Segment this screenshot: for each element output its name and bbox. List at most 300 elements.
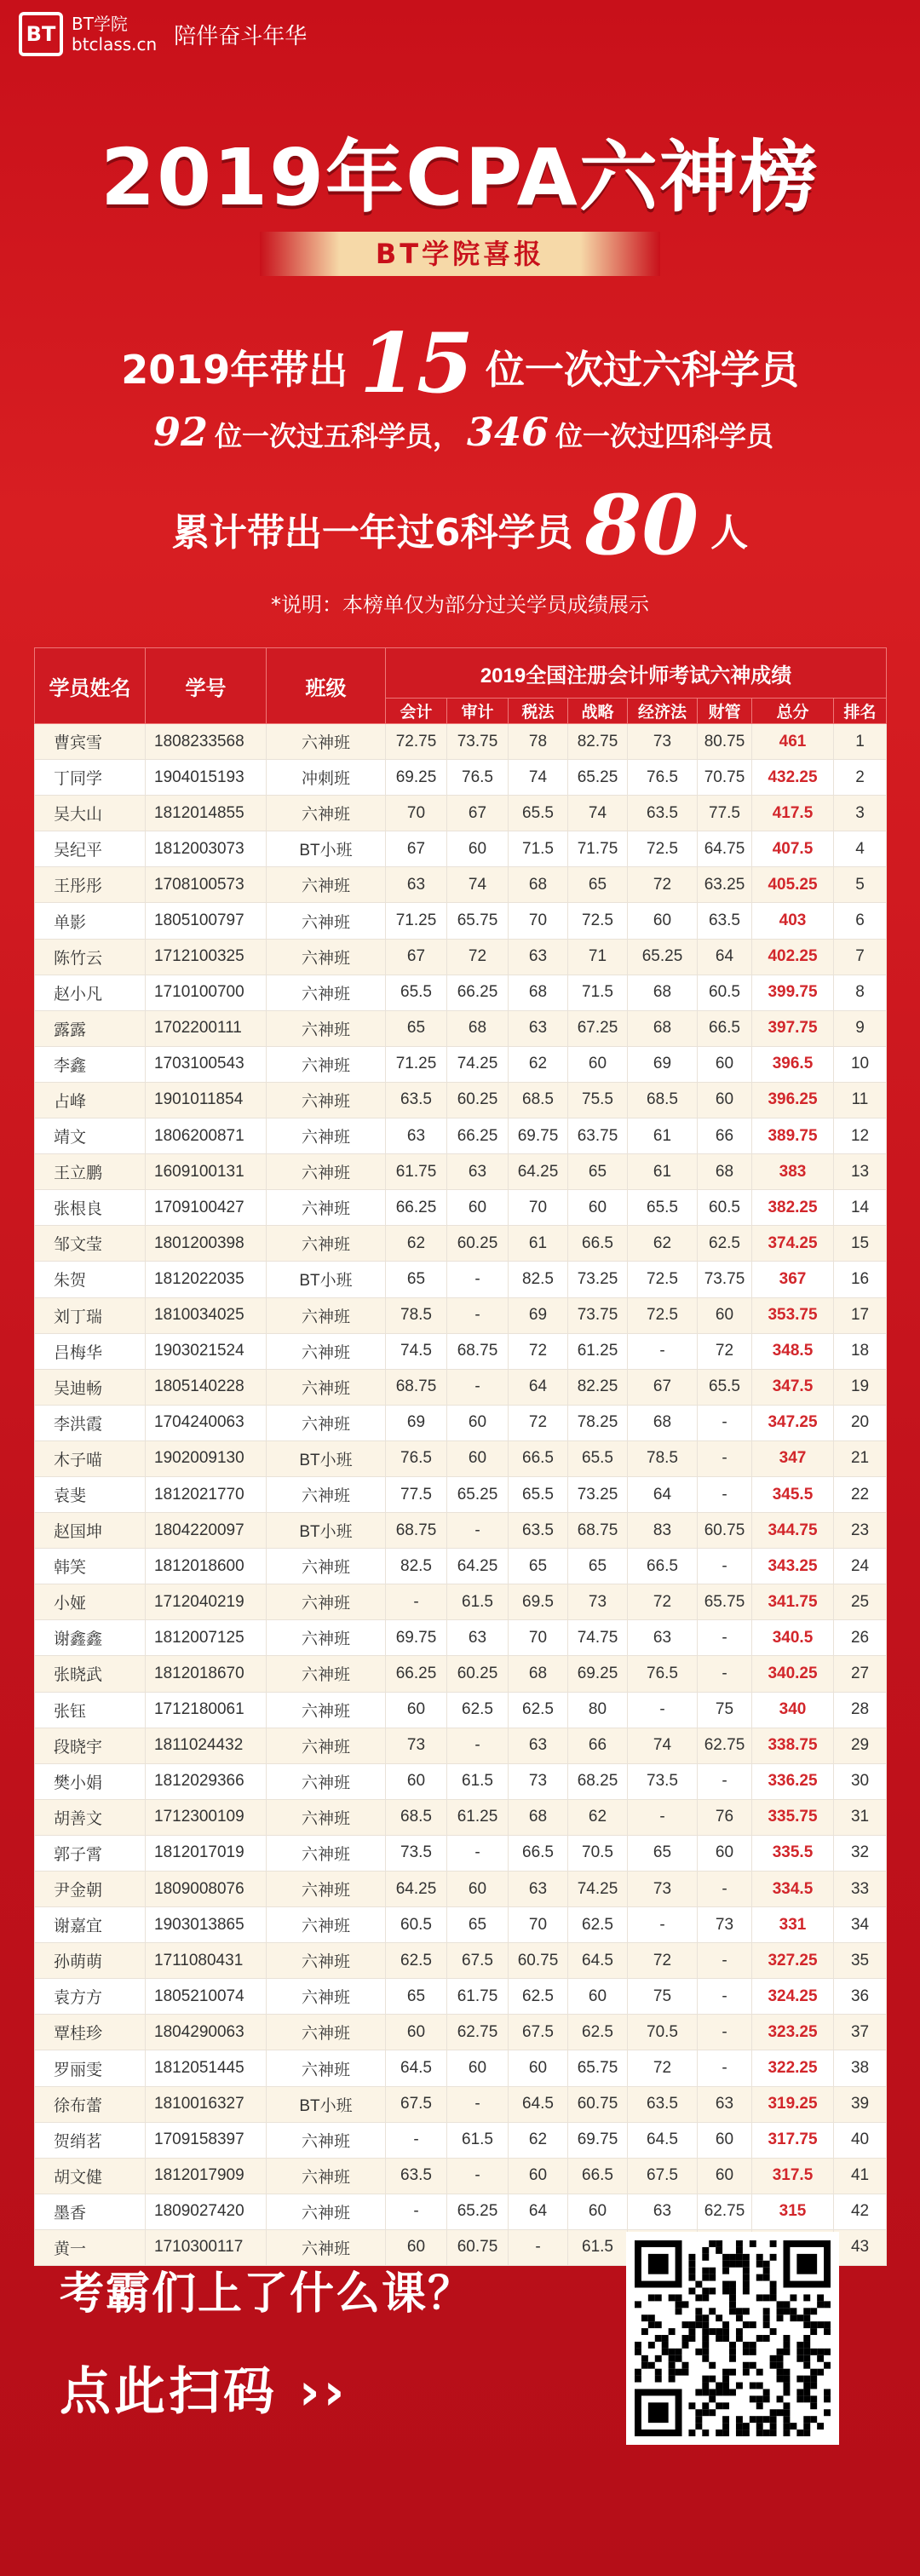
score-cell: 70 xyxy=(509,1907,568,1943)
student-name-cell: 李鑫 xyxy=(35,1046,146,1082)
page-title: 2019年CPA六神榜 xyxy=(101,132,819,223)
student-name-cell: 罗丽雯 xyxy=(35,2050,146,2086)
class-cell: 六神班 xyxy=(267,1763,386,1799)
total-score-cell: 383 xyxy=(752,1154,834,1190)
total-score-cell: 405.25 xyxy=(752,867,834,903)
score-cell: 74.5 xyxy=(386,1333,447,1369)
header-subject: 经济法 xyxy=(628,699,698,724)
score-cell: 70 xyxy=(386,796,447,831)
total-score-cell: 317.75 xyxy=(752,2122,834,2158)
score-cell: 72.75 xyxy=(386,724,447,760)
table-row xyxy=(35,1297,887,1333)
score-cell: 61 xyxy=(628,1118,698,1154)
score-cell: 65 xyxy=(568,1549,628,1584)
score-cell: - xyxy=(628,1799,698,1835)
logo-text-domain: btclass.cn xyxy=(72,34,158,55)
class-cell: 冲刺班 xyxy=(267,760,386,796)
score-cell: - xyxy=(698,1549,752,1584)
rank-cell: 5 xyxy=(834,867,887,903)
score-cell: 67 xyxy=(386,831,447,867)
score-cell: - xyxy=(698,2050,752,2086)
student-name-cell: 谢鑫鑫 xyxy=(35,1620,146,1656)
score-cell: 61.5 xyxy=(447,2122,509,2158)
student-name-cell: 赵国坤 xyxy=(35,1513,146,1549)
student-id-cell: 1712300109 xyxy=(146,1799,267,1835)
score-cell: 67.5 xyxy=(628,2158,698,2194)
scores-table-card xyxy=(34,647,886,2258)
score-cell: 68 xyxy=(628,1405,698,1440)
total-score-cell: 335.5 xyxy=(752,1835,834,1871)
score-cell: 60.75 xyxy=(509,1943,568,1979)
total-score-cell: 322.25 xyxy=(752,2050,834,2086)
score-cell: 73.25 xyxy=(568,1262,628,1297)
student-name-cell: 覃桂珍 xyxy=(35,2015,146,2050)
score-cell: 67 xyxy=(447,796,509,831)
score-cell: 60 xyxy=(386,2229,447,2265)
total-score-cell: 317.5 xyxy=(752,2158,834,2194)
class-cell: BT小班 xyxy=(267,1440,386,1476)
score-cell: 72.5 xyxy=(568,903,628,939)
student-id-cell: 1902009130 xyxy=(146,1440,267,1476)
rank-cell: 21 xyxy=(834,1440,887,1476)
class-cell: 六神班 xyxy=(267,1979,386,2015)
score-cell: 60 xyxy=(386,1763,447,1799)
score-cell: 74.75 xyxy=(568,1620,628,1656)
student-id-cell: 1812029366 xyxy=(146,1763,267,1799)
student-name-cell: 吴纪平 xyxy=(35,831,146,867)
score-cell: 68.75 xyxy=(386,1513,447,1549)
score-cell: 73 xyxy=(628,1872,698,1907)
ribbon-banner: BT学院喜报 xyxy=(260,232,660,276)
rank-cell: 15 xyxy=(834,1226,887,1262)
table-row xyxy=(35,1369,887,1405)
score-cell: 65 xyxy=(386,1010,447,1046)
rank-cell: 40 xyxy=(834,2122,887,2158)
student-id-cell: 1812017019 xyxy=(146,1835,267,1871)
score-cell: 60 xyxy=(568,1190,628,1226)
score-cell: 68 xyxy=(447,1010,509,1046)
summary-five-four-subjects xyxy=(0,409,920,455)
student-name-cell: 吴迪畅 xyxy=(35,1369,146,1405)
score-cell: 72 xyxy=(628,1943,698,1979)
student-id-cell: 1811024432 xyxy=(146,1728,267,1763)
class-cell: 六神班 xyxy=(267,796,386,831)
score-cell: 76.5 xyxy=(447,760,509,796)
score-cell: - xyxy=(698,1620,752,1656)
class-cell: 六神班 xyxy=(267,724,386,760)
header-id: 学号 xyxy=(146,648,267,724)
total-score-cell: 417.5 xyxy=(752,796,834,831)
class-cell: 六神班 xyxy=(267,2122,386,2158)
class-cell: 六神班 xyxy=(267,903,386,939)
score-cell: 65 xyxy=(568,867,628,903)
class-cell: 六神班 xyxy=(267,1082,386,1118)
score-cell: 69 xyxy=(509,1297,568,1333)
student-name-cell: 贺绡茗 xyxy=(35,2122,146,2158)
score-cell: 60 xyxy=(698,2158,752,2194)
score-cell: 68 xyxy=(698,1154,752,1190)
score-cell: 60 xyxy=(447,1190,509,1226)
student-name-cell: 樊小娟 xyxy=(35,1763,146,1799)
score-cell: 62.5 xyxy=(447,1692,509,1728)
score-cell: 66 xyxy=(698,1118,752,1154)
score-cell: - xyxy=(447,2086,509,2122)
scores-table-body xyxy=(35,724,887,2266)
score-cell: 70 xyxy=(509,903,568,939)
score-cell: 68.75 xyxy=(568,1513,628,1549)
student-id-cell: 1711080431 xyxy=(146,1943,267,1979)
student-id-cell: 1805210074 xyxy=(146,1979,267,2015)
score-cell: 78.5 xyxy=(386,1297,447,1333)
score-cell: 64.5 xyxy=(628,2122,698,2158)
student-name-cell: 朱贺 xyxy=(35,1262,146,1297)
score-cell: 62 xyxy=(509,1046,568,1082)
student-id-cell: 1805100797 xyxy=(146,903,267,939)
table-row xyxy=(35,1333,887,1369)
score-cell: 68.75 xyxy=(386,1369,447,1405)
score-cell: - xyxy=(447,1835,509,1871)
class-cell: 六神班 xyxy=(267,1907,386,1943)
total-score-cell: 331 xyxy=(752,1907,834,1943)
student-name-cell: 赵小凡 xyxy=(35,975,146,1010)
rank-cell: 13 xyxy=(834,1154,887,1190)
rank-cell: 38 xyxy=(834,2050,887,2086)
total-score-cell: 347.25 xyxy=(752,1405,834,1440)
table-row xyxy=(35,2015,887,2050)
student-name-cell: 郭子霄 xyxy=(35,1835,146,1871)
score-cell: 70 xyxy=(509,1190,568,1226)
score-cell: 73 xyxy=(698,1907,752,1943)
class-cell: 六神班 xyxy=(267,1226,386,1262)
total-score-cell: 353.75 xyxy=(752,1297,834,1333)
score-cell: 62.5 xyxy=(509,1979,568,2015)
class-cell: 六神班 xyxy=(267,1297,386,1333)
total-score-cell: 345.5 xyxy=(752,1476,834,1512)
score-cell: - xyxy=(698,1476,752,1512)
class-cell: 六神班 xyxy=(267,1190,386,1226)
rank-cell: 1 xyxy=(834,724,887,760)
score-cell: 69.75 xyxy=(568,2122,628,2158)
score-cell: 67.5 xyxy=(509,2015,568,2050)
class-cell: 六神班 xyxy=(267,1118,386,1154)
total-score-cell: 389.75 xyxy=(752,1118,834,1154)
score-cell: 60 xyxy=(698,1835,752,1871)
class-cell: 六神班 xyxy=(267,2194,386,2229)
score-cell: 65.25 xyxy=(447,1476,509,1512)
score-cell: 69.5 xyxy=(509,1584,568,1620)
student-id-cell: 1708100573 xyxy=(146,867,267,903)
score-cell: 60 xyxy=(386,1692,447,1728)
score-cell: 63.5 xyxy=(509,1513,568,1549)
student-id-cell: 1712180061 xyxy=(146,1692,267,1728)
score-cell: 72 xyxy=(628,1584,698,1620)
score-cell: 63 xyxy=(628,1620,698,1656)
table-row xyxy=(35,1549,887,1584)
score-cell: 64.25 xyxy=(447,1549,509,1584)
score-cell: 61.25 xyxy=(568,1333,628,1369)
student-name-cell: 李洪霞 xyxy=(35,1405,146,1440)
score-cell: 62.5 xyxy=(568,2015,628,2050)
score-cell: - xyxy=(698,1872,752,1907)
score-cell: 65 xyxy=(568,1154,628,1190)
score-cell: - xyxy=(447,1728,509,1763)
score-cell: 65 xyxy=(447,1907,509,1943)
score-cell: - xyxy=(698,1979,752,2015)
student-name-cell: 丁同学 xyxy=(35,760,146,796)
score-cell: 72 xyxy=(628,2050,698,2086)
score-cell: 64.5 xyxy=(568,1943,628,1979)
score-cell: 69.25 xyxy=(568,1656,628,1692)
rank-cell: 30 xyxy=(834,1763,887,1799)
summary-six-subjects xyxy=(0,315,920,411)
score-cell: 66.5 xyxy=(509,1440,568,1476)
header-subject: 会计 xyxy=(386,699,447,724)
table-row xyxy=(35,2194,887,2229)
score-cell: 75.5 xyxy=(568,1082,628,1118)
score-cell: 74.25 xyxy=(568,1872,628,1907)
score-cell: 68.75 xyxy=(447,1333,509,1369)
score-cell: - xyxy=(698,1943,752,1979)
table-row xyxy=(35,1979,887,2015)
score-cell: 82.25 xyxy=(568,1369,628,1405)
table-row xyxy=(35,1513,887,1549)
rank-cell: 29 xyxy=(834,1728,887,1763)
score-cell: 60 xyxy=(568,2194,628,2229)
score-cell: - xyxy=(447,1297,509,1333)
student-id-cell: 1801200398 xyxy=(146,1226,267,1262)
table-row xyxy=(35,724,887,760)
class-cell: 六神班 xyxy=(267,1584,386,1620)
score-cell: 64.25 xyxy=(386,1872,447,1907)
score-cell: 62 xyxy=(509,2122,568,2158)
score-cell: 66.25 xyxy=(447,975,509,1010)
table-row xyxy=(35,1010,887,1046)
total-score-cell: 315 xyxy=(752,2194,834,2229)
score-cell: 82.75 xyxy=(568,724,628,760)
score-cell: 83 xyxy=(628,1513,698,1549)
student-id-cell: 1702200111 xyxy=(146,1010,267,1046)
score-cell: 60 xyxy=(698,1046,752,1082)
total-score-cell: 347 xyxy=(752,1440,834,1476)
score-cell: 71.5 xyxy=(509,831,568,867)
rank-cell: 37 xyxy=(834,2015,887,2050)
score-cell: - xyxy=(386,2194,447,2229)
class-cell: 六神班 xyxy=(267,1620,386,1656)
score-cell: 71.5 xyxy=(568,975,628,1010)
score-cell: 60 xyxy=(447,1405,509,1440)
rank-cell: 33 xyxy=(834,1872,887,1907)
score-cell: 60.75 xyxy=(698,1513,752,1549)
scan-cta[interactable]: 点此扫码 ›› xyxy=(60,2362,348,2422)
class-cell: 六神班 xyxy=(267,1872,386,1907)
summary-cumulative xyxy=(0,477,920,573)
score-cell: 64.25 xyxy=(509,1154,568,1190)
score-cell: 73 xyxy=(386,1728,447,1763)
table-row xyxy=(35,1872,887,1907)
table-row xyxy=(35,1835,887,1871)
score-cell: 65.5 xyxy=(568,1440,628,1476)
total-score-cell: 340 xyxy=(752,1692,834,1728)
score-cell: - xyxy=(698,1763,752,1799)
student-id-cell: 1709100427 xyxy=(146,1190,267,1226)
score-cell: 74 xyxy=(447,867,509,903)
table-row xyxy=(35,1118,887,1154)
score-cell: 63 xyxy=(386,1118,447,1154)
score-cell: - xyxy=(509,2229,568,2265)
total-score-cell: 396.25 xyxy=(752,1082,834,1118)
score-cell: - xyxy=(386,1584,447,1620)
class-cell: 六神班 xyxy=(267,1369,386,1405)
rank-cell: 32 xyxy=(834,1835,887,1871)
total-score-cell: 347.5 xyxy=(752,1369,834,1405)
score-cell: 73.75 xyxy=(698,1262,752,1297)
class-cell: 六神班 xyxy=(267,1656,386,1692)
score-cell: 66.5 xyxy=(568,2158,628,2194)
total-score-cell: 397.75 xyxy=(752,1010,834,1046)
student-name-cell: 刘丁瑞 xyxy=(35,1297,146,1333)
rank-cell: 42 xyxy=(834,2194,887,2229)
summary-line2-num2: 346 xyxy=(466,409,549,455)
table-row xyxy=(35,1943,887,1979)
student-id-cell: 1812051445 xyxy=(146,2050,267,2086)
score-cell: 63 xyxy=(386,867,447,903)
header-subject: 审计 xyxy=(447,699,509,724)
student-id-cell: 1710100700 xyxy=(146,975,267,1010)
score-cell: 60 xyxy=(447,1872,509,1907)
total-score-cell: 334.5 xyxy=(752,1872,834,1907)
rank-cell: 20 xyxy=(834,1405,887,1440)
total-score-cell: 344.75 xyxy=(752,1513,834,1549)
header-subject: 税法 xyxy=(509,699,568,724)
score-cell: 73.25 xyxy=(568,1476,628,1512)
score-cell: 68.5 xyxy=(386,1799,447,1835)
score-cell: 65 xyxy=(509,1549,568,1584)
score-cell: - xyxy=(698,1656,752,1692)
score-cell: 68 xyxy=(509,1799,568,1835)
total-score-cell: 338.75 xyxy=(752,1728,834,1763)
table-row xyxy=(35,1656,887,1692)
score-cell: 76.5 xyxy=(386,1440,447,1476)
logo-mark: BT xyxy=(19,12,63,56)
score-cell: 64.75 xyxy=(698,831,752,867)
score-cell: 66.25 xyxy=(447,1118,509,1154)
table-row xyxy=(35,939,887,975)
student-name-cell: 单影 xyxy=(35,903,146,939)
class-cell: 六神班 xyxy=(267,2050,386,2086)
student-id-cell: 1804290063 xyxy=(146,2015,267,2050)
score-cell: - xyxy=(447,1369,509,1405)
student-name-cell: 胡善文 xyxy=(35,1799,146,1835)
rank-cell: 7 xyxy=(834,939,887,975)
score-cell: 63.5 xyxy=(628,2086,698,2122)
score-cell: - xyxy=(698,2015,752,2050)
class-cell: 六神班 xyxy=(267,1333,386,1369)
rank-cell: 31 xyxy=(834,1799,887,1835)
student-name-cell: 陈竹云 xyxy=(35,939,146,975)
score-cell: 73 xyxy=(509,1763,568,1799)
score-cell: 75 xyxy=(628,1979,698,2015)
score-cell: 69 xyxy=(628,1046,698,1082)
rank-cell: 24 xyxy=(834,1549,887,1584)
rank-cell: 2 xyxy=(834,760,887,796)
student-id-cell: 1810016327 xyxy=(146,2086,267,2122)
score-cell: 68 xyxy=(628,1010,698,1046)
score-cell: 78 xyxy=(509,724,568,760)
score-cell: 72 xyxy=(698,1333,752,1369)
score-cell: 80.75 xyxy=(698,724,752,760)
score-cell: 60.25 xyxy=(447,1656,509,1692)
table-row xyxy=(35,1190,887,1226)
score-cell: 62.5 xyxy=(509,1692,568,1728)
score-cell: 73 xyxy=(628,724,698,760)
qr-code[interactable] xyxy=(626,2232,839,2445)
student-id-cell: 1901011854 xyxy=(146,1082,267,1118)
class-cell: 六神班 xyxy=(267,1405,386,1440)
student-name-cell: 韩笑 xyxy=(35,1549,146,1584)
class-cell: 六神班 xyxy=(267,1046,386,1082)
rank-cell: 36 xyxy=(834,1979,887,2015)
total-score-cell: 348.5 xyxy=(752,1333,834,1369)
summary-line2-post: 位一次过四科学员 xyxy=(555,420,774,452)
rank-cell: 17 xyxy=(834,1297,887,1333)
rank-cell: 9 xyxy=(834,1010,887,1046)
score-cell: 73.75 xyxy=(447,724,509,760)
score-cell: 80 xyxy=(568,1692,628,1728)
score-cell: 82.5 xyxy=(509,1262,568,1297)
rank-cell: 41 xyxy=(834,2158,887,2194)
score-cell: 67.5 xyxy=(447,1943,509,1979)
qr-code-graphic xyxy=(635,2240,831,2436)
table-row xyxy=(35,2086,887,2122)
table-row xyxy=(35,831,887,867)
score-cell: 71.25 xyxy=(386,1046,447,1082)
score-cell: 68.5 xyxy=(509,1082,568,1118)
table-row xyxy=(35,1262,887,1297)
student-id-cell: 1710300117 xyxy=(146,2229,267,2265)
score-cell: 61 xyxy=(628,1154,698,1190)
student-name-cell: 王立鹏 xyxy=(35,1154,146,1190)
score-cell: 60.75 xyxy=(568,2086,628,2122)
table-row xyxy=(35,1692,887,1728)
table-row xyxy=(35,1728,887,1763)
rank-cell: 27 xyxy=(834,1656,887,1692)
score-cell: 61.5 xyxy=(447,1584,509,1620)
score-cell: 68 xyxy=(509,1656,568,1692)
summary-line1-post: 位一次过六科学员 xyxy=(485,347,799,393)
score-cell: 60 xyxy=(386,2015,447,2050)
student-name-cell: 小娅 xyxy=(35,1584,146,1620)
footer-question: 考霸们上了什么课？ xyxy=(60,2268,474,2320)
table-row xyxy=(35,1799,887,1835)
score-cell: 82.5 xyxy=(386,1549,447,1584)
table-row xyxy=(35,1763,887,1799)
class-cell: 六神班 xyxy=(267,1943,386,1979)
score-cell: 68 xyxy=(509,975,568,1010)
class-cell: BT小班 xyxy=(267,1513,386,1549)
score-cell: 74 xyxy=(628,1728,698,1763)
total-score-cell: 367 xyxy=(752,1262,834,1297)
score-cell: 61.5 xyxy=(568,2229,628,2265)
header-subject: 排名 xyxy=(834,699,887,724)
score-cell: 66.5 xyxy=(698,1010,752,1046)
rank-cell: 26 xyxy=(834,1620,887,1656)
rank-cell: 3 xyxy=(834,796,887,831)
score-cell: 65.75 xyxy=(698,1584,752,1620)
class-cell: 六神班 xyxy=(267,1835,386,1871)
class-cell: BT小班 xyxy=(267,1262,386,1297)
score-cell: - xyxy=(447,2158,509,2194)
score-cell: 67 xyxy=(386,939,447,975)
